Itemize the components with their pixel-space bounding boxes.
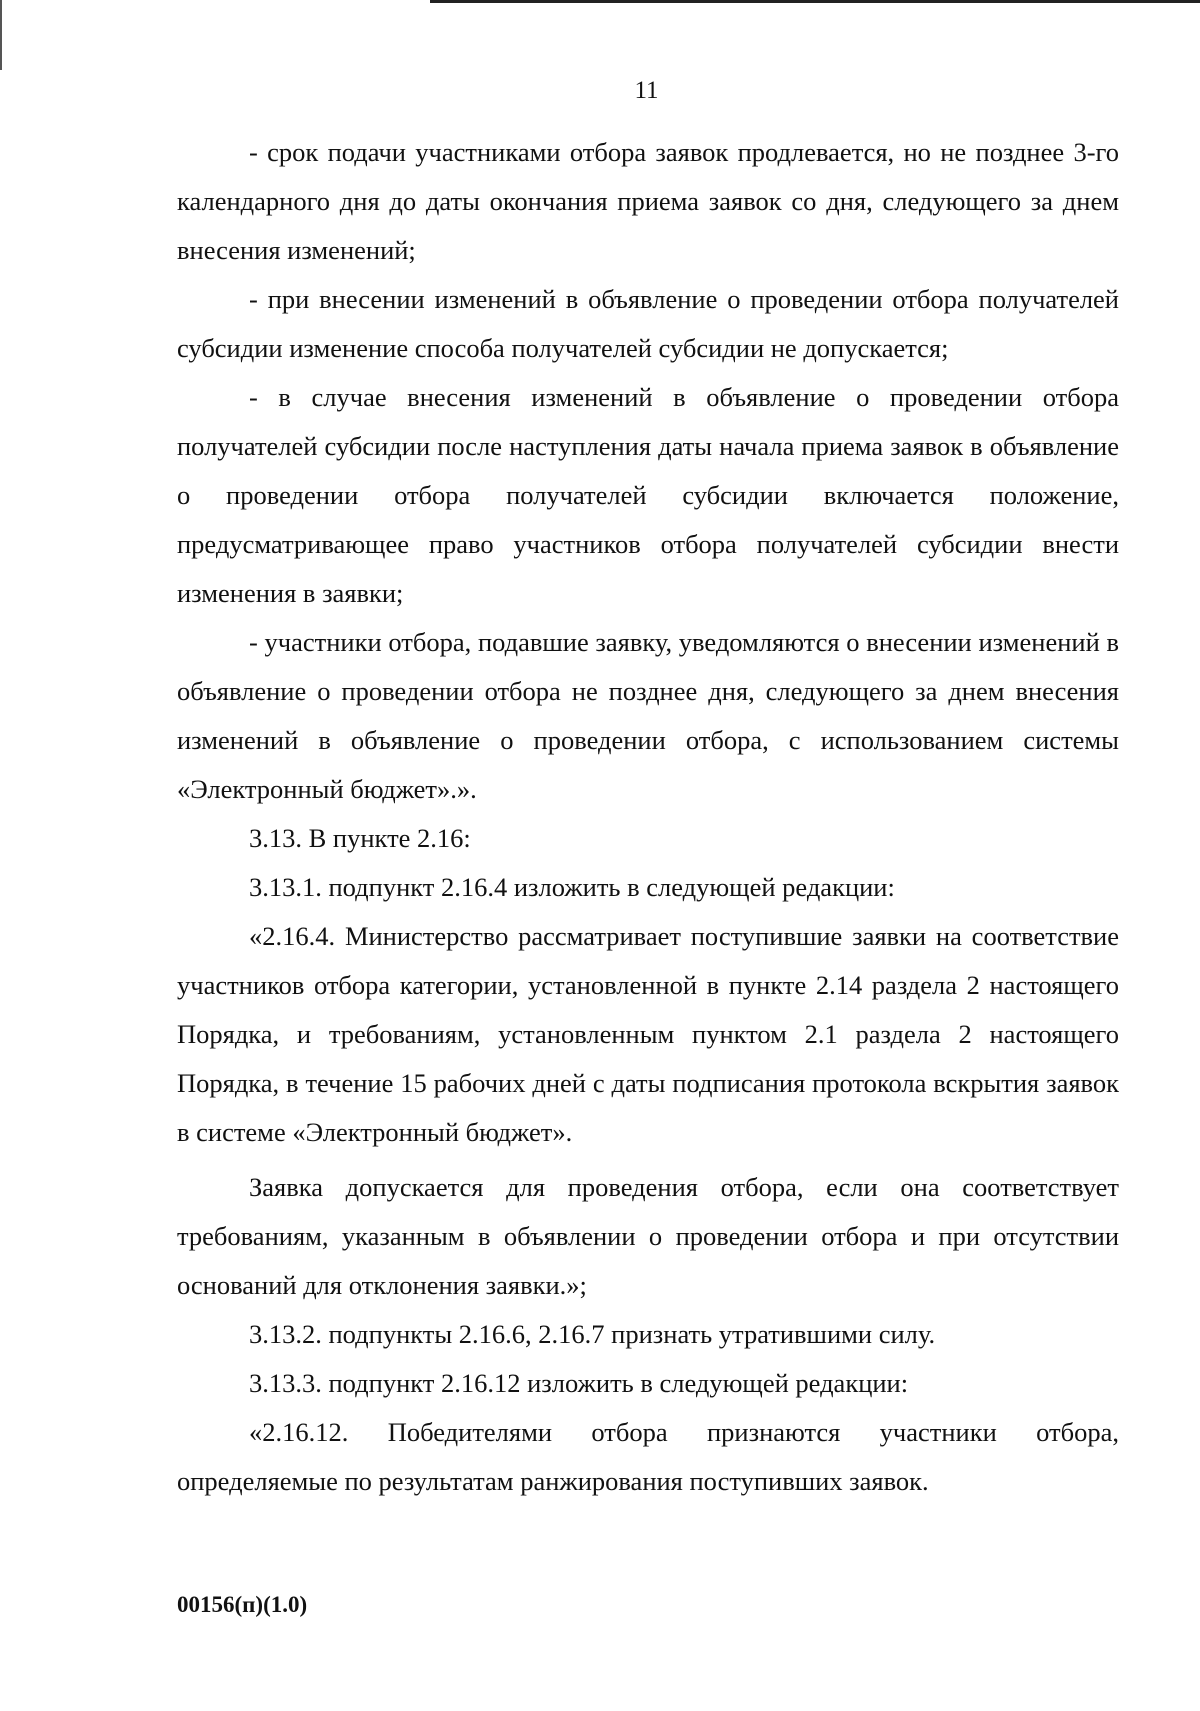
scan-edge-mark	[0, 0, 2, 70]
document-body	[177, 128, 1119, 1506]
paragraph: - в случае внесения изменений в объявление о проведении отбора получателей субсидии после наступления даты начала приема заявок в объявление о проведении отбора получателей субсидии включается положение, предусматривающее право участников отбора получателей субсидии внести изменения в заявки;	[177, 382, 1119, 608]
paragraph: Заявка допускается для проведения отбора, если она соответствует требованиям, указанным в объявлении о проведении отбора и при отсутствии оснований для отклонения заявки.»;	[177, 1172, 1119, 1300]
paragraph: 3.13.3. подпункт 2.16.12 изложить в следующей редакции:	[249, 1368, 909, 1398]
paragraph: 3.13. В пункте 2.16:	[249, 823, 471, 853]
scan-edge-line	[430, 0, 1200, 3]
page-number: 11	[634, 77, 659, 104]
paragraph: 3.13.1. подпункт 2.16.4 изложить в следующей редакции:	[249, 872, 895, 902]
paragraph: «2.16.12. Победителями отбора признаются участники отбора, определяемые по результатам ранжирования поступивших заявок.	[177, 1417, 1119, 1496]
paragraph: «2.16.4. Министерство рассматривает поступившие заявки на соответствие участников отбора категории, установленной в пункте 2.14 раздела 2 настоящего Порядка, и требованиям, установленным пунктом 2.1 раздела 2 настоящего Порядка, в течение 15 рабочих дней с даты подписания протокола вскрытия заявок в системе «Электронный бюджет».	[177, 921, 1119, 1147]
paragraph: 3.13.2. подпункты 2.16.6, 2.16.7 признать утратившими силу.	[249, 1319, 936, 1349]
paragraph: - срок подачи участниками отбора заявок продлевается, но не позднее 3-го календарного дня до даты окончания приема заявок со дня, следующего за днем внесения изменений;	[177, 137, 1119, 265]
paragraph: - при внесении изменений в объявление о проведении отбора получателей субсидии изменение способа получателей субсидии не допускается;	[177, 284, 1119, 363]
document-code: 00156(п)(1.0)	[177, 1592, 308, 1617]
paragraph: - участники отбора, подавшие заявку, уведомляются о внесении изменений в объявление о проведении отбора не позднее дня, следующего за днем внесения изменений в объявление о проведении отбора, с использованием системы «Электронный бюджет».».	[177, 627, 1119, 804]
